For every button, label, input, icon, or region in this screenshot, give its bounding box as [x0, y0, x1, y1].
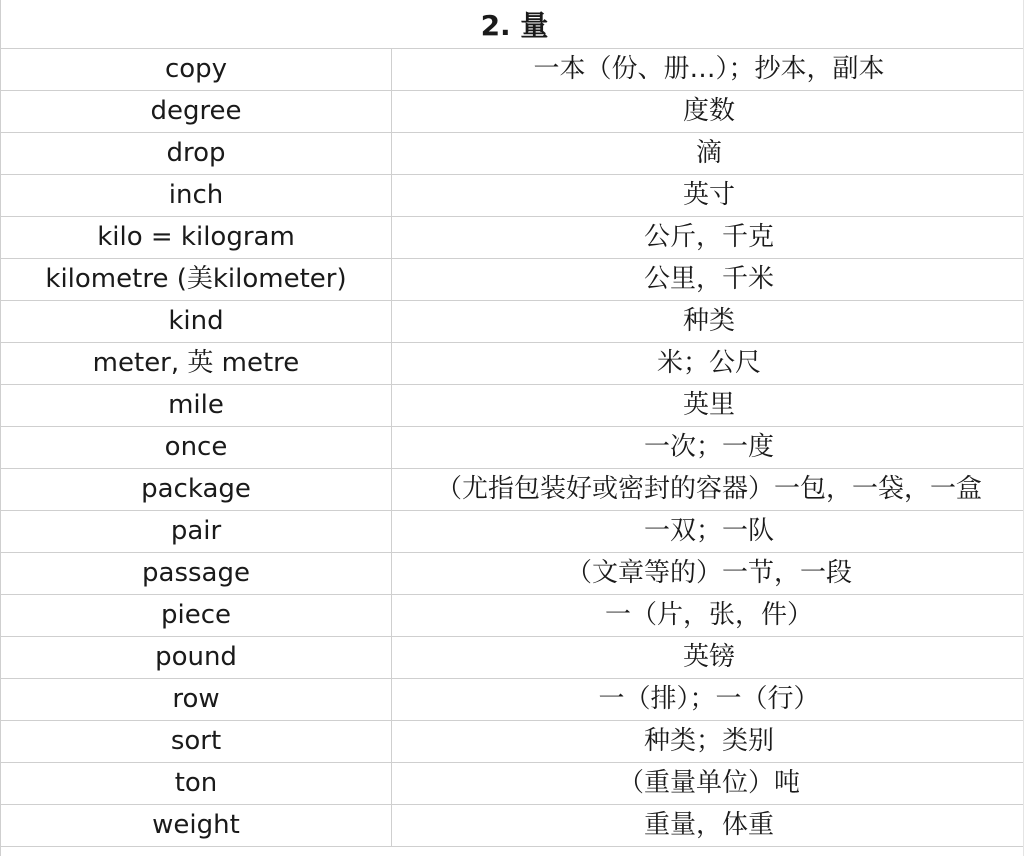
english-word: kilometre (美kilometer)	[1, 259, 392, 301]
table-row	[1, 763, 1024, 805]
table-row	[1, 427, 1024, 469]
chinese-meaning: 一（排）；一（行）	[392, 679, 1024, 721]
table-row	[1, 301, 1024, 343]
chinese-meaning: （文章等的）一节，一段	[392, 553, 1024, 595]
english-word: piece	[1, 595, 392, 637]
chinese-meaning: 公里，千米	[392, 259, 1024, 301]
section-title: 2. 量	[1, 0, 1024, 49]
chinese-meaning: 种类；类别	[392, 721, 1024, 763]
english-word: mile	[1, 385, 392, 427]
chinese-meaning: 一本（份、册…）；抄本，副本	[392, 49, 1024, 91]
table-row	[1, 679, 1024, 721]
table-row	[1, 805, 1024, 847]
table-row	[1, 469, 1024, 511]
english-word: weight	[1, 805, 392, 847]
english-word: pound	[1, 637, 392, 679]
english-word: kind	[1, 301, 392, 343]
english-word: meter, 英 metre	[1, 343, 392, 385]
chinese-meaning: （重量单位）吨	[392, 763, 1024, 805]
vocabulary-table	[1, 49, 1024, 847]
chinese-meaning: 一双；一队	[392, 511, 1024, 553]
table-row	[1, 217, 1024, 259]
english-word: row	[1, 679, 392, 721]
table-row	[1, 511, 1024, 553]
chinese-meaning: 一次；一度	[392, 427, 1024, 469]
chinese-meaning: 英寸	[392, 175, 1024, 217]
chinese-meaning: 重量，体重	[392, 805, 1024, 847]
table-row	[1, 385, 1024, 427]
english-word: ton	[1, 763, 392, 805]
table-row	[1, 637, 1024, 679]
table-row	[1, 259, 1024, 301]
chinese-meaning: 米；公尺	[392, 343, 1024, 385]
table-row	[1, 91, 1024, 133]
english-word: passage	[1, 553, 392, 595]
table-row	[1, 133, 1024, 175]
english-word: once	[1, 427, 392, 469]
table-row	[1, 721, 1024, 763]
chinese-meaning: 滴	[392, 133, 1024, 175]
chinese-meaning: （尤指包装好或密封的容器）一包，一袋，一盒	[392, 469, 1024, 511]
english-word: pair	[1, 511, 392, 553]
english-word: sort	[1, 721, 392, 763]
english-word: degree	[1, 91, 392, 133]
table-row	[1, 553, 1024, 595]
table-row	[1, 49, 1024, 91]
table-row	[1, 175, 1024, 217]
chinese-meaning: 一（片，张，件）	[392, 595, 1024, 637]
table-row	[1, 343, 1024, 385]
chinese-meaning: 英镑	[392, 637, 1024, 679]
english-word: inch	[1, 175, 392, 217]
english-word: kilo = kilogram	[1, 217, 392, 259]
english-word: copy	[1, 49, 392, 91]
table-row	[1, 595, 1024, 637]
chinese-meaning: 公斤，千克	[392, 217, 1024, 259]
chinese-meaning: 种类	[392, 301, 1024, 343]
chinese-meaning: 度数	[392, 91, 1024, 133]
chinese-meaning: 英里	[392, 385, 1024, 427]
english-word: package	[1, 469, 392, 511]
english-word: drop	[1, 133, 392, 175]
